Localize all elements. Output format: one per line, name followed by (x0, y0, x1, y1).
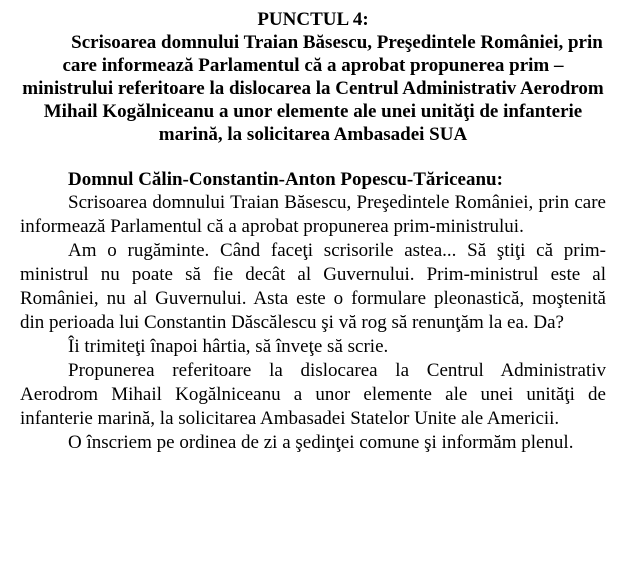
paragraph: Am o rugăminte. Când faceţi scrisorile astea... Să ştiţi că prim-ministrul nu poate să fie decât al Guvernului. Prim-ministrul este al României, nu al Guvernului. Asta este o formulare pleonastică, moştenită din perioada lui Constantin Dăscălescu şi vă rog să renunţăm la ea. Da? (20, 240, 606, 333)
paragraph: O înscriem pe ordinea de zi a şedinţei comune şi informăm plenul. (68, 432, 574, 453)
paragraph: Scrisoarea domnului Traian Băsescu, Preşedintele României, prin care informează Parlamentul că a aprobat propunerea prim-ministrului. (20, 192, 606, 237)
speaker-name: Domnul Călin-Constantin-Anton Popescu-Tăriceanu: (68, 169, 503, 190)
section-label: PUNCTUL 4: (257, 9, 369, 30)
section-heading (20, 8, 606, 146)
paragraph: Propunerea referitoare la dislocarea la Centrul Administrativ Aerodrom Mihail Kogălniceanu a unor elemente ale unei unităţi de infanterie marină, la solicitarea Ambasadei Statelor Unite ale Americii. (20, 360, 606, 429)
paragraph: Îi trimiteţi înapoi hârtia, să înveţe să scrie. (68, 336, 389, 357)
section-title: Scrisoarea domnului Traian Băsescu, Preşedintele României, prin care informează Parlamentul că a aprobat propunerea prim – ministrului referitoare la dislocarea la Centrul Administrativ Aerodrom Mihail Kogălniceanu a unor elemente ale unei unităţi de infanterie marină, la solicitarea Ambasadei SUA (22, 32, 604, 145)
